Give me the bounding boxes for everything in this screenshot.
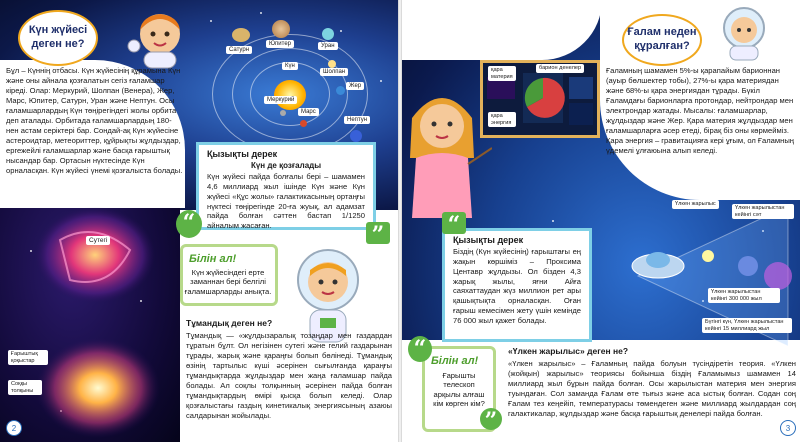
mars-planet	[300, 120, 307, 127]
dark-energy-label: қара энергия	[488, 112, 516, 127]
fact-subtitle: Күн де қозғалады	[250, 161, 322, 170]
big-bang-heading: «Үлкен жарылыс» деген не?	[508, 346, 629, 356]
right-know-body: Ғарышты телескоп арқылы алғаш кім көрген кім?	[433, 371, 485, 409]
page-number-left: 2	[6, 420, 22, 436]
shock-wave-label: Соққы толқыны	[8, 380, 42, 395]
saturn-label: Сатурн	[226, 46, 252, 54]
dark-matter-label: қара материя	[488, 66, 516, 81]
saturn-planet	[232, 28, 250, 42]
sun-label: Күн	[282, 62, 298, 70]
right-know-quote-close-icon: ”	[480, 408, 502, 430]
right-page	[402, 0, 800, 442]
right-fact-title: Қызықты дерек	[453, 235, 524, 245]
know-body: Күн жүйесіндегі ерте заманнан бері белгілі ғаламшарларды анықта.	[184, 268, 272, 296]
venus-planet	[328, 60, 336, 68]
teacher-illustration	[402, 78, 492, 218]
today-label: Бүгінгі күн, Үлкен жарылыстан кейінгі 15 миллиард жыл	[702, 318, 792, 333]
know-title: Білін ал!	[189, 253, 237, 265]
astronaut-girl-illustration	[122, 6, 192, 70]
title-bubble	[18, 10, 98, 66]
hydrogen-label: Сутегі	[86, 236, 110, 245]
fact-box	[196, 142, 376, 230]
nebula-text: Тұмандық — «жұлдызаралық тозаңдар мен газдардан тұратын бұлт. Ол негізінен сутегі және гелий газдарынан тұрады, жарық және қараңғы болып бөлінеді. Тұмандық өзінің тартылыс күші әсерінен сығылғанда қараңғы тұмандықтарда жұлдыздар мен жаңа ғаламшар пайда болады. Ал соқлы толқынның әсерінен пайда болған тұмандықтардың өмірі қысқа болып келеді. Олар қозғалыстағы газдың кинетикалық энергиясының азаюы салдарынан жойылады.	[186, 331, 392, 421]
page-number-right: 3	[780, 420, 796, 436]
mercury-planet	[280, 110, 286, 116]
jupiter-planet	[272, 20, 290, 38]
astronaut-kid-illustration	[714, 2, 774, 62]
after-300k-label: Үлкен жарылыстан кейінгі 300 000 жыл	[708, 288, 780, 303]
shockwave-illustration	[28, 330, 178, 442]
intro-text: Бұл – Күннің отбасы. Күн жүйесінің құрамына Күн және оны айнала қозғалатын сегіз ғаламшар кіреді. Олар: Меркурий, Шолпан (Венера), Жер, Марс, Юпитер, Сатурн, Уран және Нептун. Осы ғаламшарлардың Күн төңірегіндегі жолы орбита деп аталады. Орбитада ғаламшарлардың 180-нен астам серіктері бар. Сондай-ақ Күн жүйесіне астероидтар, метеориттер, құйрықты жұлдыздар, ергежейлі ғаламшарлар және басқа ғарыштық нысандар бар. Ортасын нүктесінде Күн орналасқан. Күн жүйесі үнемі қозғалыста болады.	[6, 66, 183, 176]
jupiter-label: Юпитер	[266, 40, 294, 48]
quote-icon: ”	[366, 222, 390, 244]
earth-planet	[336, 86, 345, 95]
mercury-label: Меркурий	[264, 96, 297, 104]
mars-label: Марс	[298, 108, 319, 116]
earth-label: Жер	[346, 82, 364, 90]
baryons-label: барион денелер	[536, 64, 584, 73]
right-fact-body: Біздің (Күн жүйесінің) ғарыштағы ең жақын көршіміз – Проксима Центавр жұлдызы. Ол бізден 4,3 жарық жылы, яғни Айға саяхаттаудан жүз миллион рет ары қашықтықта орналасқан. Оған ғарыш кемесімен жету үшін кемінде 76 000 жыл қажет болады.	[453, 247, 581, 326]
neptune-label: Нептун	[344, 116, 370, 124]
uranus-label: Уран	[318, 42, 338, 50]
universe-intro-text: Ғаламның шамамен 5%-ы қарапайым барионнан (ауыр бөлшектер тобы), 27%-ы қара материядан және 68%-ы қара энергиядан тұрады. Бүкіл Ғаламдағы барионларға протондар, нейтрондар мен электрондар жатады. Мысалы: ғаламшарлар, жұлдыздар және Жер. Қара материя жұлдыздар мен ғаламшарларға әсер етеді, бірақ біз оны көрмейміз. Қара энергия – гравитацияға кері ұғым, ол Ғаламның үдемелі ұлғаюына алып келеді.	[606, 66, 794, 156]
know-quote-icon: “	[176, 210, 202, 238]
bubble-title: Күн жүйесі деген не?	[28, 24, 88, 50]
venus-label: Шолпан	[320, 68, 348, 76]
nebula-heading: Тұмандық деген не?	[186, 318, 273, 328]
fact-title: Қызықты дерек	[207, 149, 278, 159]
sun-planet	[274, 80, 306, 110]
neptune-planet	[350, 130, 362, 142]
right-know-title: Білін ал!	[431, 355, 479, 367]
big-bang-label: Үлкен жарылыс	[672, 200, 719, 209]
space-debris-label: Ғарыштық қоқыстар	[8, 350, 48, 365]
right-bubble-title: Ғалам неден құралған?	[627, 26, 697, 52]
left-page	[0, 0, 398, 442]
moment-after-label: Үлкен жарылыстан кейінгі сәт	[732, 204, 794, 219]
right-fact-box	[442, 228, 592, 342]
right-title-bubble	[622, 14, 702, 66]
right-quote-icon: “	[442, 212, 466, 234]
right-know-quote-icon: “	[408, 336, 432, 362]
big-bang-text: «Үлкен жарылыс» – Ғаламның пайда болуын түсіндіретін теория. «Үлкен (жойқын) жарылыс» теориясы бойынша біздің Ғаламымыз шамамен 14 миллиард жыл бұрын пайда болған. Осы жарылыстан материя мен энергия туындаған. Сол заманда Ғалам өте тығыз және аса ыстық болған. Содан соң Ғалам тез кеңейіп, температурасы төмендеген және миллиард жылдардан соң галактикалар, жұлдыздар және басқа ғарыштық денелері пайда болған.	[508, 359, 796, 419]
fact-body: Күн жүйесі пайда болғалы бері – шамамен 4,6 миллиард жыл ішінде Күн және Күн жүйесі «Құс жолы» галактикасының ортаңғы нүктесі төңірегінде 20-ға жуық, ал адамзат пайда болған сәттен бастап 1/1250 айналым жасаған.	[207, 172, 365, 231]
uranus-planet	[322, 28, 334, 40]
nebula-illustration	[30, 200, 160, 310]
